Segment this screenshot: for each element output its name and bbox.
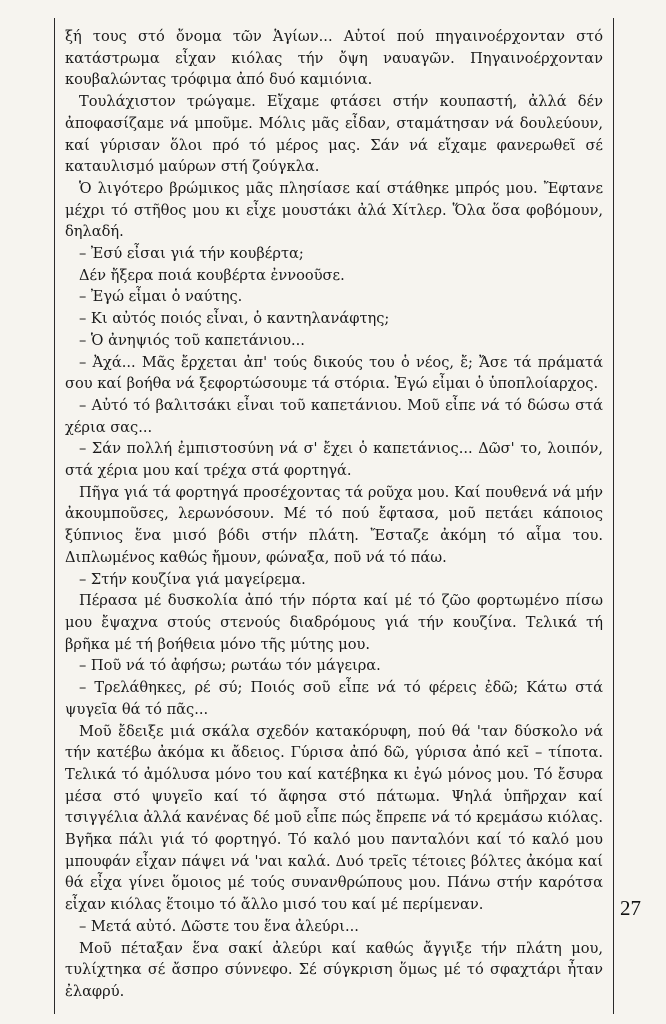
dialogue-line-7: – Σάν πολλή ἐμπιστοσύνη νά σ' ἔχει ὁ καπετάνιος... Δῶσ' το, λοιπόν, στά χέρια μου καί τρέχα στά φορτηγά. (65, 440, 603, 480)
paragraph-1: ξή τους στό ὄνομα τῶν Ἁγίων... Αὐτοί πού πηγαινοέρχονταν στό κατάστρωμα εἶχαν κιόλας τήν ὄψη ναυαγῶν. Πηγαινοέρχονταν κουβαλώντας τρόφιμα ἀπό δυό καμιόνια. (65, 28, 603, 89)
dialogue-line-3: – Κι αὐτός ποιός εἶναι, ὁ καντηλανάφτης; (79, 310, 390, 328)
dialogue-line-10: – Τρελάθηκες, ρέ σύ; Ποιός σοῦ εἶπε νά τό φέρεις ἐδῶ; Κάτω στά ψυγεῖα θά τό πᾶς... (65, 679, 603, 718)
paragraph-2: Τουλάχιστον τρώγαμε. Εἴχαμε φτάσει στήν κουπαστή, ἀλλά δέν ἀποφασίζαμε νά μποῦμε. Μόλις μᾶς εἶδαν, σταμάτησαν νά δουλεύουν, καί γύρισαν ὅλοι πρό τό μέρος μας. Σάν νά εἴχαμε φανερωθεῖ σέ καταυλισμό μαύρων στή ζούγκλα. (65, 93, 603, 176)
dialogue-line-9: – Ποῦ νά τό ἀφήσω; ρωτάω τόν μάγειρα. (79, 657, 381, 675)
paragraph-4: Δέν ἤξερα ποιά κουβέρτα ἐννοοῦσε. (79, 266, 345, 284)
dialogue-line-2: – Ἐγώ εἶμαι ὁ ναύτης. (79, 288, 243, 306)
page-number: 27 (620, 896, 641, 920)
paragraph-6: Πέρασα μέ δυσκολία ἀπό τήν πόρτα καί μέ τό ζῶο φορτωμένο πίσω μου ἔψαχνα στούς στενούς διαδρόμους γιά τήν κουζίνα. Τελικά τή βρῆκα μέ τή βοήθεια μόνο τῆς μύτης μου. (65, 592, 603, 653)
paragraph-8: Μοῦ πέταξαν ἕνα σακί ἀλεύρι καί καθώς ἄγγιξε τήν πλάτη μου, τυλίχτηκα σέ ἄσπρο σύννεφο. Σέ σύγκριση ὅμως μέ τό σφαχτάρι ἦταν ἐλαφρύ. (65, 939, 603, 1000)
dialogue-line-8: – Στήν κουζίνα γιά μαγείρεμα. (79, 570, 306, 588)
dialogue-line-1: – Ἐσύ εἶσαι γιά τήν κουβέρτα; (79, 245, 304, 263)
paragraph-5: Πῆγα γιά τά φορτηγά προσέχοντας τά ροῦχα μου. Καί πουθενά νά μήν ἀκουμποῦσες, λερωνόσουν. Μέ τό πού ἔφτασα, μοῦ πετάει κάποιος ξύπνιος ἕνα μισό βόδι στήν πλάτη. Ἔσταζε ἀκόμη τό αἷμα του. Διπλωμένος καθώς ἤμουν, φώναξα, ποῦ νά τό πάω. (65, 483, 603, 566)
dialogue-line-4: – Ὁ ἀνηψιός τοῦ καπετάνιου... (79, 331, 305, 349)
dialogue-line-6: – Αὐτό τό βαλιτσάκι εἶναι τοῦ καπετάνιου. Μοῦ εἶπε νά τό δώσω στά χέρια σας... (65, 396, 603, 436)
dialogue-line-11: – Μετά αὐτό. Δῶστε του ἕνα ἀλεύρι... (79, 917, 359, 935)
paragraph-7: Μοῦ ἔδειξε μιά σκάλα σχεδόν κατακόρυφη, πού θά 'ταν δύσκολο νά τήν κατέβω ἀκόμα κι ἄδειος. Γύρισα ἀπό δῶ, γύρισα ἀπό κεῖ – τίποτα. Τελικά τό ἀμόλυσα μόνο του καί κατέβηκα κι ἐγώ μόνος μου. Τό ἔσυρα μέσα στό ψυγεῖο καί τό ἄφησα στό πάτωμα. Ψηλά ὑπῆρχαν καί τσιγγέλια ἀλλά κανένας δέ μοῦ εἶπε πώς ἔπρεπε νά τό κρεμάσω κιόλας. Βγῆκα πάλι γιά τό φορτηγό. Τό καλό μου πανταλόνι καί τό καλό μου μπουφάν εἶχαν πάψει νά 'ναι καλά. Δυό τρεῖς τέτοιες βόλτες ἀκόμα καί θά εἶχα γίνει ὅμοιος μέ τούς συνανθρώπους μου. Πάνω στήν καρότσα εἶχαν κιόλας ἕτοιμο τό ἄλλο μισό του καί μέ περίμεναν. (65, 722, 603, 914)
dialogue-line-5: – Ἀχά... Μᾶς ἔρχεται ἀπ' τούς δικούς του ὁ νέος, ἔ; Ἄσε τά πράματά σου καί βοήθα νά ξεφορτώσουμε τά στόρια. Ἐγώ εἶμαι ὁ ὑποπλοίαρχος. (65, 353, 603, 393)
paragraph-3: Ὁ λιγότερο βρώμικος μᾶς πλησίασε καί στάθηκε μπρός μου. Ἔφτανε μέχρι τό στῆθος μου κι εἶχε μουστάκι ἀλά Χίτλερ. Ὅλα ὅσα φοβόμουν, δηλαδή. (65, 179, 603, 241)
text-column (54, 18, 614, 1014)
